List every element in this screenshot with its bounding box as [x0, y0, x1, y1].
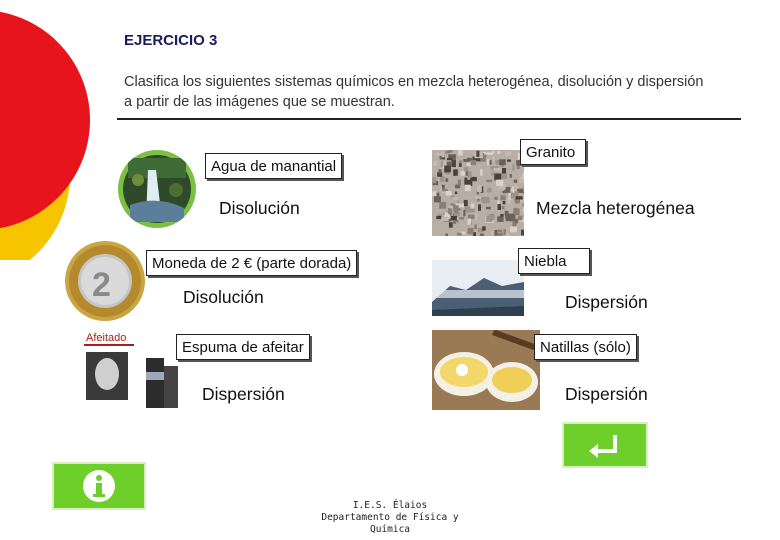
label-niebla: Niebla	[518, 248, 590, 274]
footer-department: Departamento de Física y Química	[321, 512, 459, 535]
exercise-instructions: Clasifica los siguientes sistemas químicos en mezcla heterogénea, disolución y dispersión a partir de las imágenes que se muestran.	[124, 74, 704, 110]
fog-landscape-photo	[432, 260, 524, 316]
custard-bowls-photo	[432, 330, 540, 410]
label-espuma: Espuma de afeitar	[176, 334, 310, 360]
exercise-title: EJERCICIO 3	[124, 32, 218, 49]
waterfall-photo	[118, 150, 196, 228]
footer-school: I.E.S. Élaios	[352, 500, 428, 511]
back-button[interactable]	[562, 422, 648, 468]
corner-decoration	[0, 0, 110, 260]
info-button[interactable]	[52, 462, 146, 510]
answer-natillas: Dispersión	[565, 384, 648, 404]
photo-caption-afeitado: Afeitado	[86, 332, 127, 344]
shaving-foam-photo	[84, 332, 184, 408]
label-natillas: Natillas (sólo)	[534, 334, 637, 360]
answer-espuma: Dispersión	[202, 384, 285, 404]
two-euro-coin-photo	[62, 240, 148, 322]
label-agua-manantial: Agua de manantial	[205, 153, 342, 179]
answer-niebla: Dispersión	[565, 292, 648, 312]
answer-agua-manantial: Disolución	[219, 198, 300, 218]
footer	[300, 500, 480, 536]
divider	[117, 118, 741, 120]
granite-photo	[432, 150, 524, 236]
answer-granito: Mezcla heterogénea	[536, 198, 695, 218]
label-moneda: Moneda de 2 € (parte dorada)	[146, 250, 357, 276]
info-icon	[82, 469, 116, 503]
svg-text:2: 2	[92, 266, 111, 304]
return-arrow-icon	[585, 429, 625, 461]
label-granito: Granito	[520, 139, 586, 165]
answer-moneda: Disolución	[183, 287, 264, 307]
